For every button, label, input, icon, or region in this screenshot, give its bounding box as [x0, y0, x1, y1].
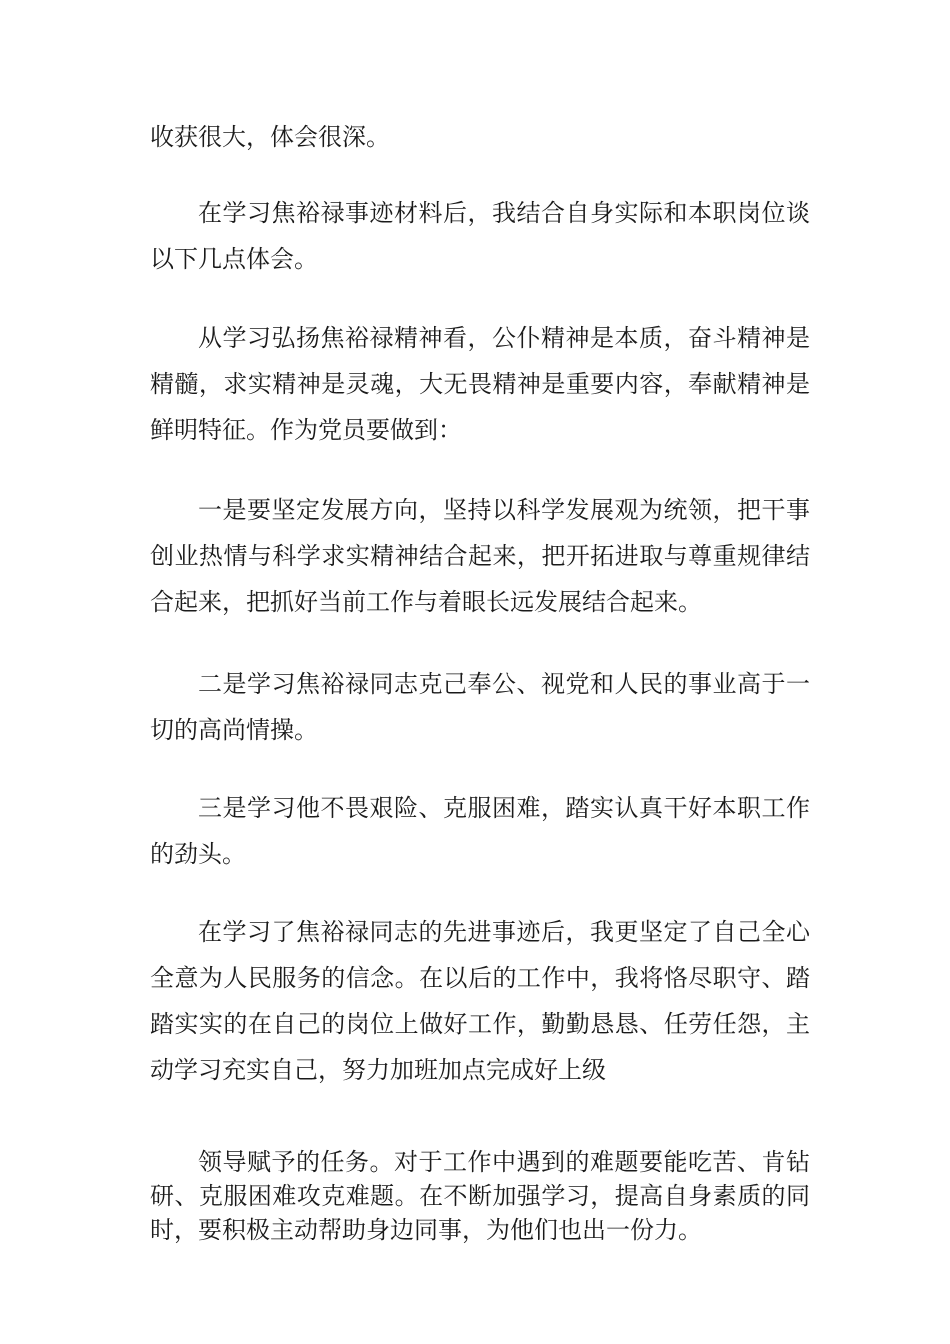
paragraph-4: 一是要坚定发展方向，坚持以科学发展观为统领，把干事创业热情与科学求实精神结合起来，把开拓进取与尊重规律结合起来，把抓好当前工作与着眼长远发展结合起来。 [150, 496, 810, 616]
paragraph-8: 领导赋予的任务。对于工作中遇到的难题要能吃苦、肯钻研、克服困难攻克难题。在不断加强学习，提高自身素质的同时，要积极主动帮助身边同事，为他们也出一份力。 [150, 1148, 810, 1244]
paragraph-6: 三是学习他不畏艰险、克服困难，踏实认真干好本职工作的劲头。 [150, 794, 810, 868]
paragraph-1: 收获很大，体会很深。 [150, 123, 390, 151]
paragraph-5: 二是学习焦裕禄同志克己奉公、视党和人民的事业高于一切的高尚情操。 [150, 670, 810, 744]
paragraph-2: 在学习焦裕禄事迹材料后，我结合自身实际和本职岗位谈以下几点体会。 [150, 199, 810, 273]
paragraph-7: 在学习了焦裕禄同志的先进事迹后，我更坚定了自己全心全意为人民服务的信念。在以后的工作中，我将恪尽职守、踏踏实实的在自己的岗位上做好工作，勤勤恳恳、任劳任怨，主动学习充实自己，努力加班加点完成好上级 [150, 918, 810, 1084]
paragraph-3: 从学习弘扬焦裕禄精神看，公仆精神是本质，奋斗精神是精髓，求实精神是灵魂，大无畏精神是重要内容，奉献精神是鲜明特征。作为党员要做到： [150, 324, 810, 444]
